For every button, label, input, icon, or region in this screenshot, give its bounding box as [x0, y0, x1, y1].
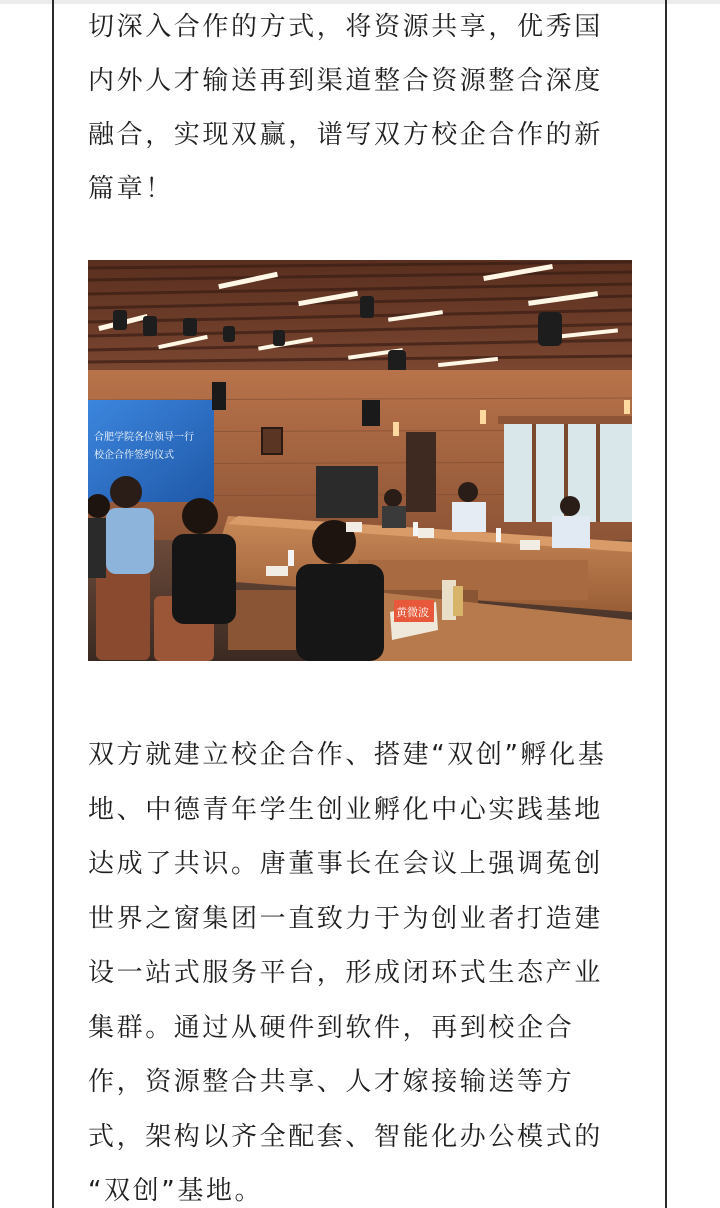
paragraph-line: “双创”基地。	[88, 1176, 264, 1206]
screen-title-line-1: 合肥学院各位领导一行	[94, 432, 194, 443]
paragraph-body	[88, 728, 636, 1208]
paragraph-line: 内外人才输送再到渠道整合资源整合深度	[88, 66, 603, 96]
paragraph-intro	[88, 0, 636, 216]
paragraph-line: 切深入合作的方式，将资源共享，优秀国	[88, 12, 603, 42]
left-frame-border	[52, 0, 54, 1208]
paragraph-line: 式，架构以齐全配套、智能化办公模式的	[88, 1121, 603, 1152]
right-frame-border	[665, 0, 667, 1208]
paragraph-line: 作，资源整合共享、人才嫁接输送等方	[88, 1067, 575, 1097]
paragraph-line: 达成了共识。唐董事长在会议上强调菟创	[88, 849, 603, 879]
paragraph-line: 地、中德青年学生创业孵化中心实践基地	[88, 794, 603, 825]
paragraph-line: 融合，实现双赢，谱写双方校企合作的新	[88, 120, 603, 150]
paragraph-line: 设一站式服务平台，形成闭环式生态产业	[88, 958, 603, 988]
paragraph-line: 世界之窗集团一直致力于为创业者打造建	[88, 903, 603, 934]
paragraph-line: 篇章！	[88, 174, 174, 204]
paragraph-line: 集群。通过从硬件到软件，再到校企合	[88, 1012, 575, 1043]
name-card-label: 黄微波	[396, 606, 429, 619]
paragraph-line: 双方就建立校企合作、搭建“双创”孵化基	[88, 740, 607, 770]
meeting-photo	[88, 260, 632, 661]
screen-title-line-2: 校企合作签约仪式	[94, 450, 174, 461]
